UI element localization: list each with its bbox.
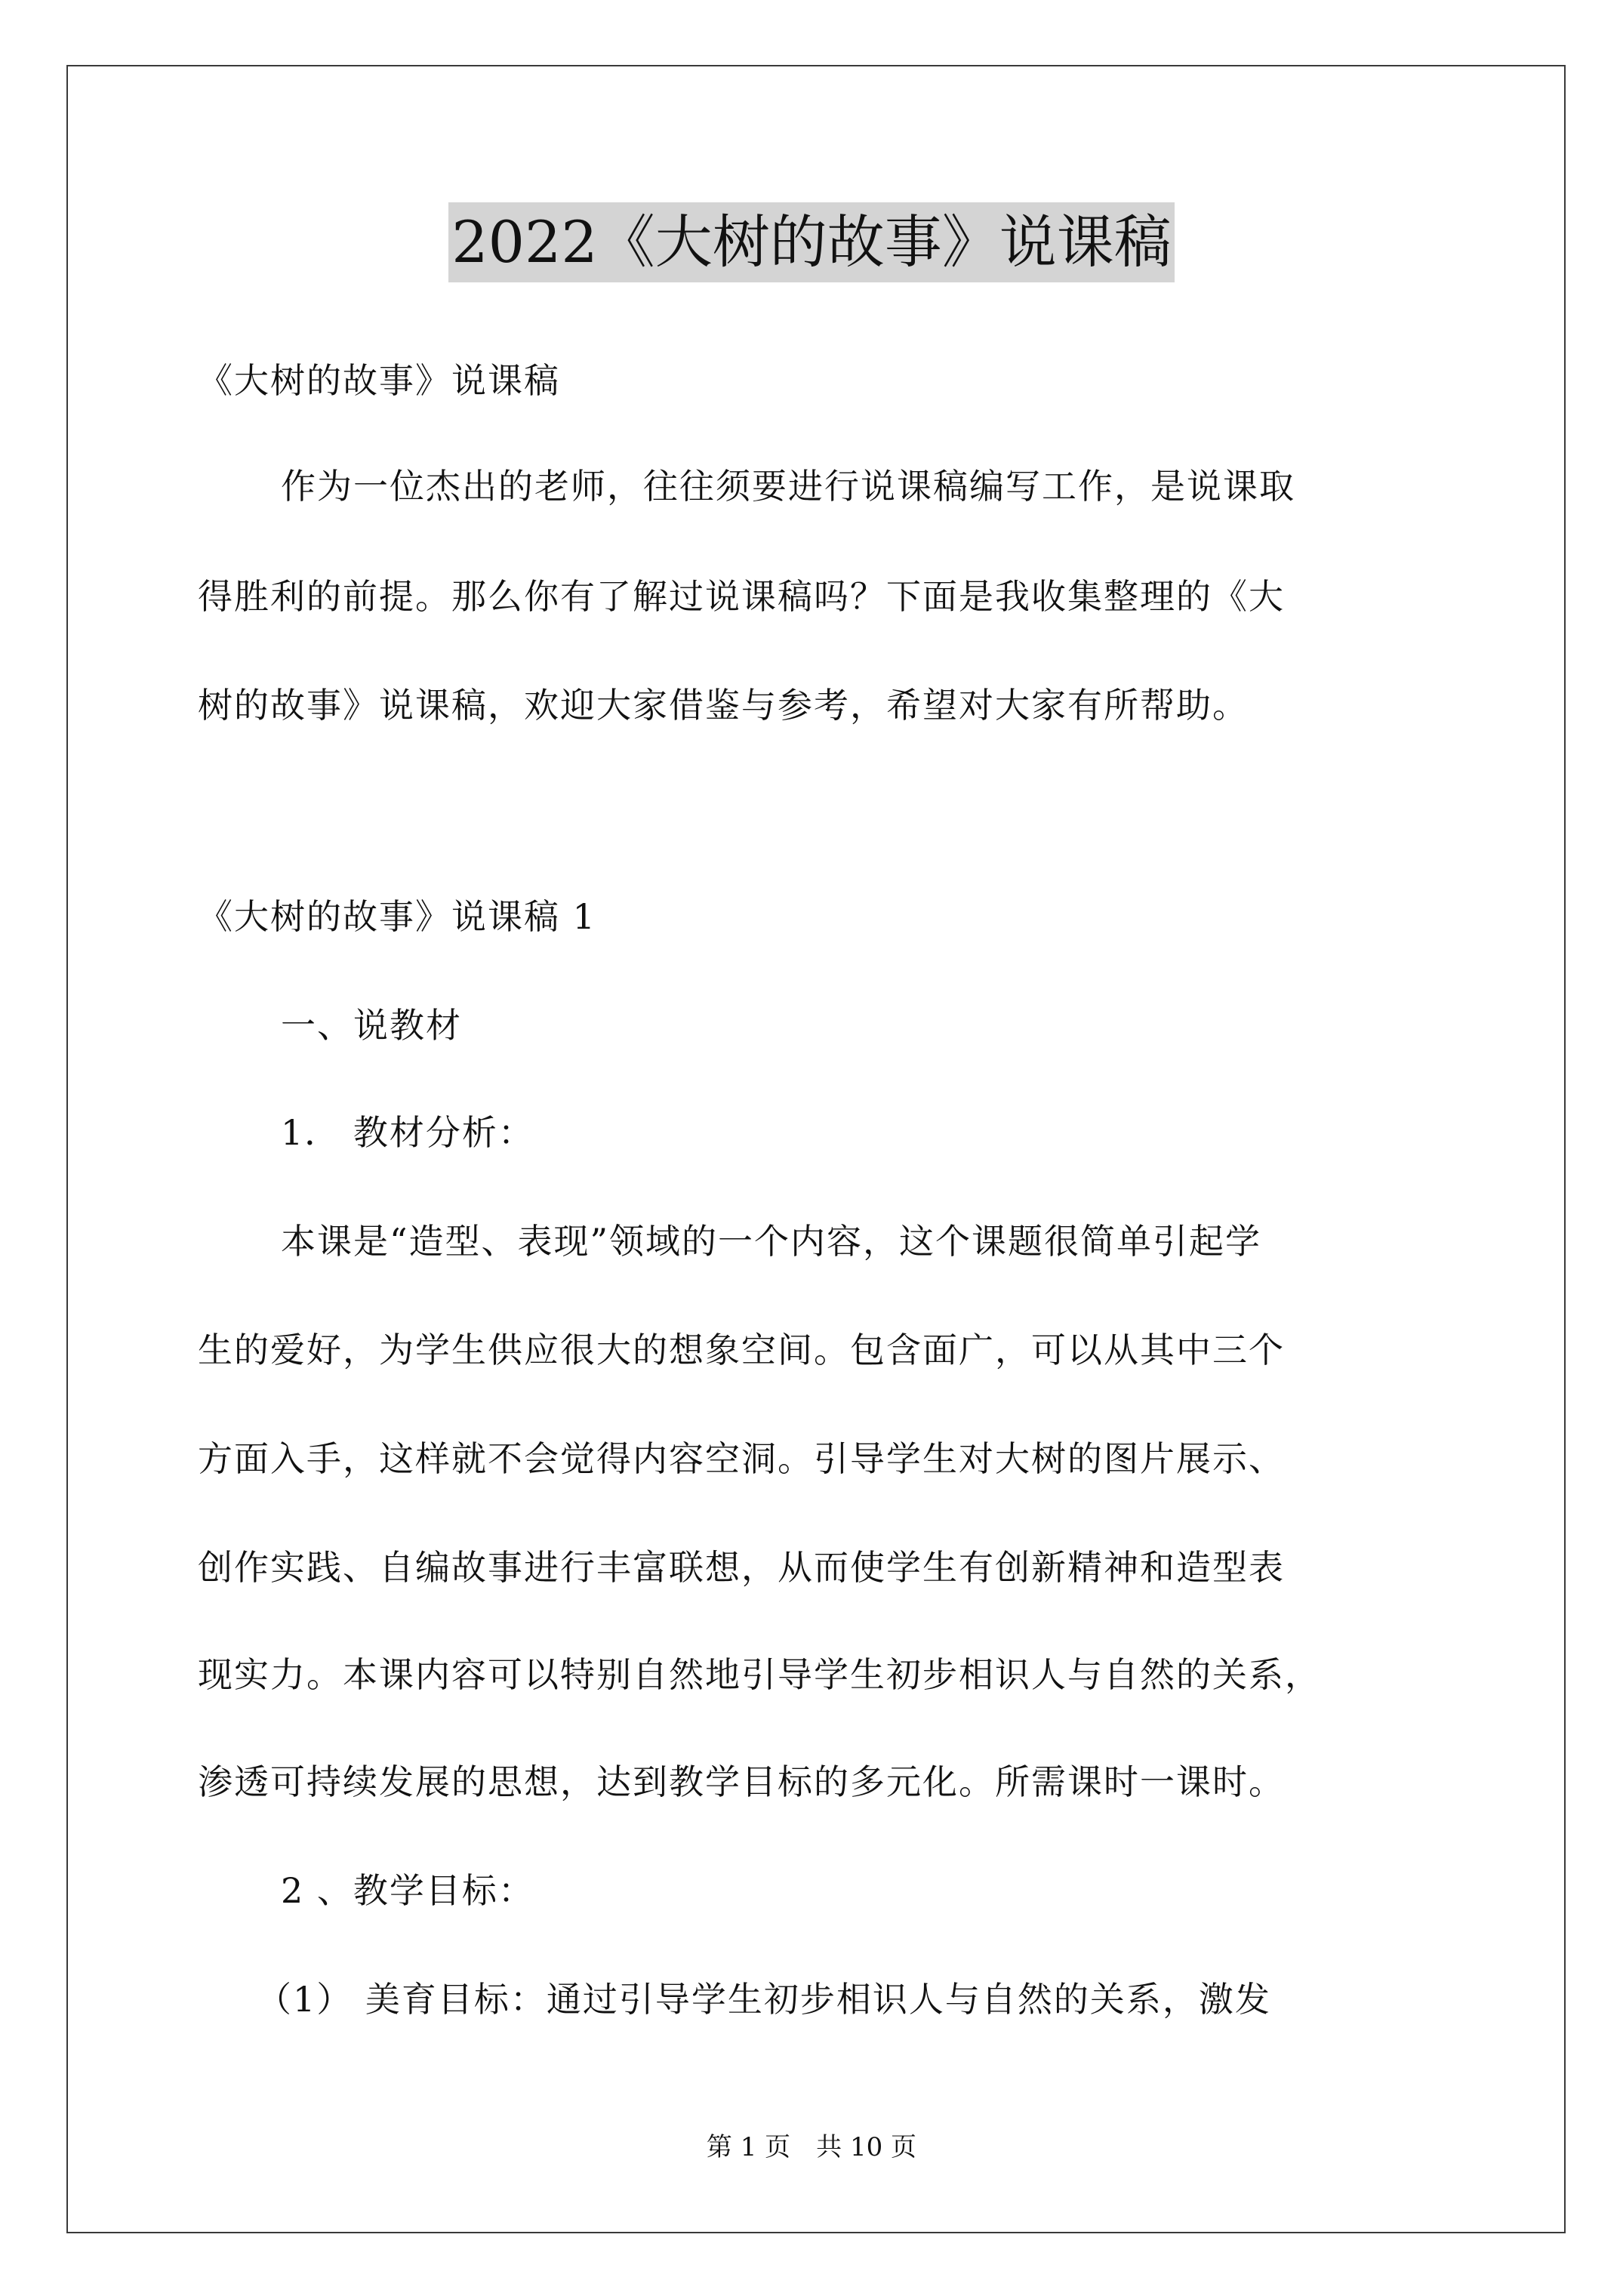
- subtitle-line: 《大树的故事》说课稿: [198, 360, 560, 401]
- section-subheading: 1． 教材分析：: [281, 1112, 534, 1153]
- paragraph-line: 渗透可持续发展的思想，达到教学目标的多元化。所需课时一课时。: [198, 1761, 1285, 1802]
- paragraph-line: 创作实践、自编故事进行丰富联想，从而使学生有创新精神和造型表: [198, 1547, 1285, 1588]
- section-heading: 《大树的故事》说课稿 1: [198, 896, 596, 937]
- paragraph-line: 作为一位杰出的老师，往往须要进行说课稿编写工作，是说课取: [281, 466, 1295, 507]
- paragraph-line: 树的故事》说课稿，欢迎大家借鉴与参考，希望对大家有所帮助。: [198, 685, 1249, 726]
- document-title: 2022《大树的故事》说课稿: [448, 202, 1174, 282]
- section-subheading: 2 、教学目标：: [281, 1870, 534, 1911]
- paragraph-line: 得胜利的前提。那么你有了解过说课稿吗？下面是我收集整理的《大: [198, 576, 1285, 617]
- paragraph-line: （1） 美育目标：通过引导学生初步相识人与自然的关系，激发: [257, 1979, 1271, 2020]
- section-subheading: 一、说教材: [281, 1005, 462, 1046]
- paragraph-line: 现实力。本课内容可以特别自然地引导学生初步相识人与自然的关系，: [198, 1654, 1321, 1695]
- paragraph-line: 本课是“造型、表现”领域的一个内容，这个课题很简单引起学: [281, 1221, 1262, 1262]
- page-footer: 第 1 页 共 10 页: [706, 2132, 917, 2162]
- paragraph-line: 生的爱好，为学生供应很大的想象空间。包含面广，可以从其中三个: [198, 1330, 1285, 1370]
- paragraph-line: 方面入手，这样就不会觉得内容空洞。引导学生对大树的图片展示、: [198, 1438, 1285, 1479]
- title-container: [0, 202, 1623, 282]
